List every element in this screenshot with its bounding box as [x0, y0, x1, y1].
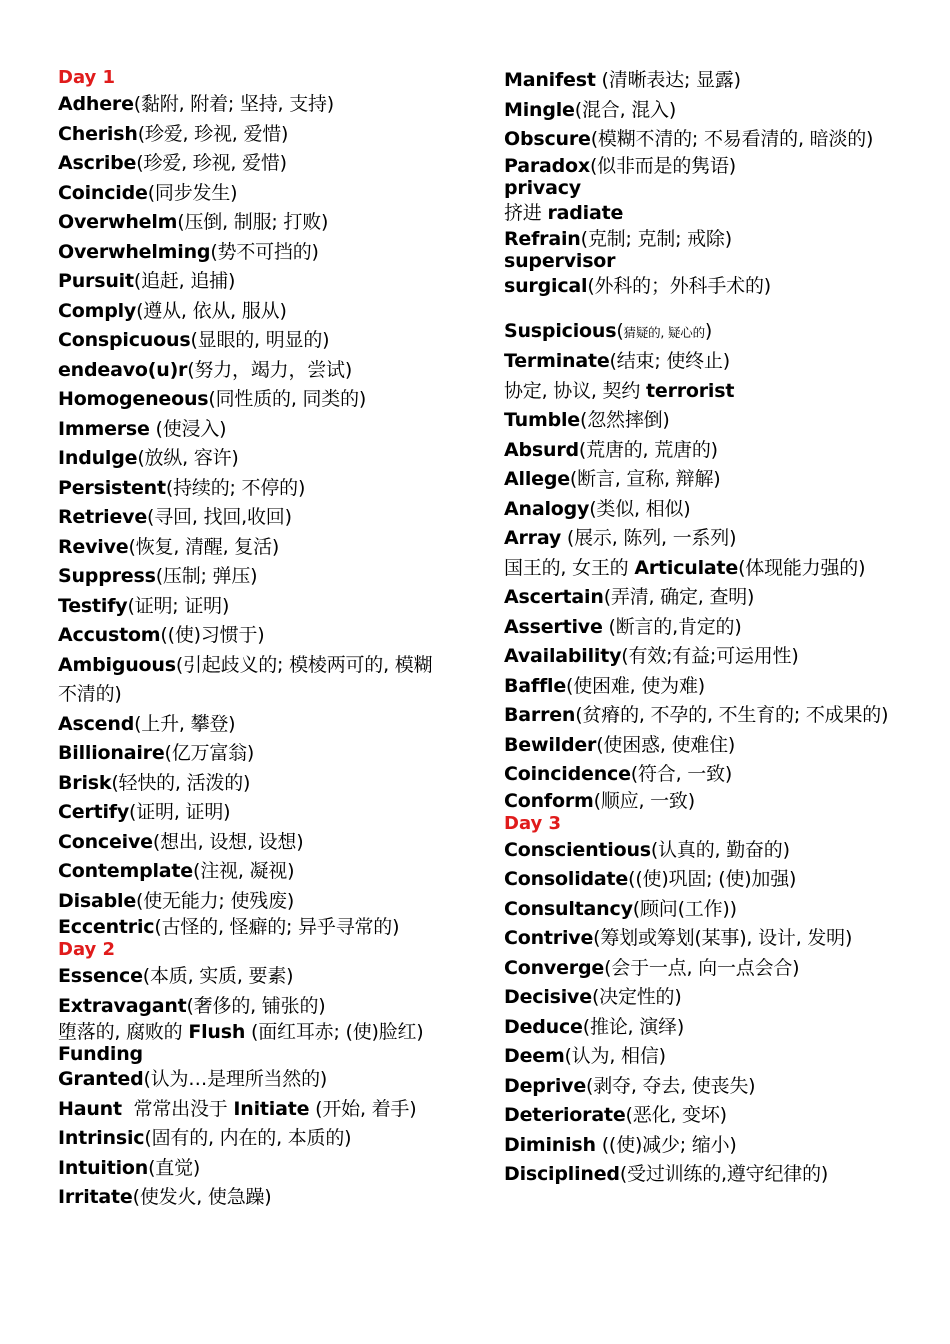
vocab-definition: (筹划或筹划(某事), 设计, 发明) — [593, 927, 853, 949]
vocab-definition: (似非而是的隽语) — [589, 154, 736, 177]
vocab-entry-comply — [58, 297, 443, 327]
vocab-definition: (轻快的, 活泼的) — [111, 771, 251, 794]
vocab-entry-surgical — [504, 272, 904, 302]
preceding-definition: 协定, 协议, 契约 — [504, 379, 646, 402]
vocab-definition-end: ) — [704, 319, 713, 342]
vocab-definition: (注视, 凝视) — [193, 860, 295, 882]
vocab-entry-certify — [58, 798, 443, 828]
preceding-definition: 挤进 — [504, 201, 548, 224]
vocab-word: supervisor — [504, 250, 616, 272]
vocab-word: Ambiguous — [58, 653, 176, 676]
vocab-entry-supervisor — [504, 250, 904, 272]
vocab-definition: (使困惑, 使难住) — [596, 733, 736, 756]
vocab-entry-coincide — [58, 179, 443, 209]
vocab-word: Diminish — [504, 1133, 596, 1156]
vocab-word: Consultancy — [504, 897, 633, 920]
vocab-word: Assertive — [504, 615, 603, 638]
vocab-definition: (推论, 演绎) — [582, 1015, 685, 1038]
vocab-entry-persistent — [58, 474, 443, 504]
vocab-word: Certify — [58, 801, 130, 823]
vocab-word: Conceive — [58, 830, 153, 853]
vocab-definition: (断言, 宣称, 辩解) — [569, 468, 721, 490]
vocab-entry-deprive — [504, 1072, 904, 1102]
vocab-entry-contrive — [504, 924, 904, 954]
vocab-word: privacy — [504, 176, 581, 199]
vocab-word: Intrinsic — [58, 1127, 145, 1149]
vocab-entry-intuition — [58, 1154, 443, 1184]
vocab-definition: ((使)巩固; (使)加强) — [628, 868, 797, 890]
vocab-entry-ascertain — [504, 583, 904, 613]
vocab-definition: (展示, 陈列, 一系列) — [561, 527, 737, 549]
left-column — [58, 66, 443, 1213]
vocab-word: Terminate — [504, 350, 610, 372]
vocab-entry-conform — [504, 790, 904, 812]
vocab-entry-testify — [58, 592, 443, 622]
vocab-word: Bewilder — [504, 733, 597, 756]
vocab-word: Contrive — [504, 927, 594, 949]
vocab-entry-brisk — [58, 769, 443, 799]
vocab-definition: (使困难, 使为难) — [566, 674, 705, 697]
vocab-word: Ascertain — [504, 586, 604, 608]
vocab-definition: 常常出没于 — [121, 1097, 234, 1120]
vocab-definition: (奢侈的, 铺张的) — [186, 994, 326, 1017]
vocab-entry-analogy — [504, 495, 904, 525]
vocab-entry-deduce — [504, 1013, 904, 1043]
vocab-entry-disable — [58, 887, 443, 917]
vocab-word: Manifest — [504, 69, 596, 91]
vocab-entry-mingle — [504, 96, 904, 126]
vocab-word: Granted — [58, 1068, 144, 1090]
vocab-entry-terminate — [504, 347, 904, 377]
vocab-definition: (结束; 使终止) — [609, 350, 730, 372]
vocab-definition: (有效;有益;可运用性) — [621, 645, 799, 667]
vocab-entry-indulge — [58, 444, 443, 474]
vocab-definition: (固有的, 内在的, 本质的) — [144, 1127, 352, 1149]
vocab-definition: (证明; 证明) — [127, 594, 230, 617]
vocab-definition: (持续的; 不停的) — [165, 476, 306, 499]
vocab-entry-decisive — [504, 983, 904, 1013]
vocab-entry-revive — [58, 533, 443, 563]
vocab-word: Revive — [58, 535, 129, 558]
vocab-word: Cherish — [58, 122, 138, 145]
vocab-word: Articulate — [634, 556, 739, 579]
vocab-entry-cherish — [58, 120, 443, 150]
vocab-entry-absurd — [504, 436, 904, 466]
vocab-word: Ascribe — [58, 152, 137, 174]
vocab-definition: (珍爱, 珍视, 爱惜) — [137, 122, 289, 145]
vocab-definition: (引起歧义的; 模棱两可的, 模糊不清的) — [58, 653, 433, 705]
vocab-definition: ( — [616, 319, 624, 342]
vocab-definition: (使无能力; 使残废) — [136, 889, 295, 912]
vocab-word: Coincide — [58, 181, 148, 204]
vocab-word: Deem — [504, 1045, 565, 1067]
vocab-definition: (使浸入) — [149, 417, 227, 440]
day-heading: Day 3 — [504, 812, 562, 834]
vocab-entry-array — [504, 524, 904, 554]
vocab-word: Coincidence — [504, 763, 631, 785]
vocab-definition: (贫瘠的, 不孕的, 不生育的; 不成果的) — [575, 704, 889, 726]
vocab-word: Contemplate — [58, 860, 193, 882]
vocab-word: Disciplined — [504, 1163, 620, 1185]
vocab-definition: (清晰表达; 显露) — [595, 69, 741, 91]
vocab-definition: (符合, 一致) — [630, 763, 733, 785]
vocab-definition: (恶化, 变坏) — [625, 1104, 727, 1126]
vocab-definition: (珍爱, 珍视, 爱惜) — [136, 152, 287, 174]
vocab-word: Array — [504, 527, 562, 549]
vocab-word: Immerse — [58, 417, 150, 440]
vocab-definition: (使发火, 使急躁) — [132, 1186, 272, 1208]
vocab-word: Pursuit — [58, 270, 134, 292]
vocab-entry-conceive — [58, 828, 443, 858]
vocab-entry-irritate — [58, 1183, 443, 1213]
vocab-entry-paradox — [504, 155, 904, 177]
vocab-entry-consolidate — [504, 865, 904, 895]
vocab-entry-overwhelming — [58, 238, 443, 268]
vocab-definition: (努力，竭力，尝试) — [187, 358, 353, 381]
vocab-definition: ((使)减少; 缩小) — [595, 1133, 737, 1156]
day-heading: Day 1 — [58, 67, 116, 88]
vocab-entry-contemplate — [58, 857, 443, 887]
vocab-definition: (同性质的, 同类的) — [208, 388, 367, 410]
vocab-definition: (压倒, 制服; 打败) — [177, 211, 329, 233]
vocab-word: Persistent — [58, 476, 166, 499]
vocab-word: Conspicuous — [58, 329, 191, 351]
preceding-definition: 国王的, 女王的 — [504, 556, 635, 579]
vocab-entry-converge — [504, 954, 904, 984]
vocab-word: Refrain — [504, 228, 581, 250]
vocab-definition: (寻回, 找回,收回) — [147, 506, 292, 528]
vocab-entry-coincidence — [504, 760, 904, 790]
vocab-entry-privacy — [504, 177, 904, 199]
vocab-definition: (古怪的, 怪癖的; 异乎寻常的) — [154, 916, 400, 938]
vocab-word: Homogeneous — [58, 388, 209, 410]
vocab-word: Overwhelming — [58, 240, 211, 263]
vocab-word: Testify — [58, 594, 128, 617]
vocab-entry-ambiguous — [58, 651, 443, 710]
vocab-word: Adhere — [58, 93, 134, 115]
right-column — [504, 66, 904, 1190]
vocab-definition: (外科的；外科手术的) — [587, 275, 771, 297]
vocab-entry-pursuit — [58, 267, 443, 297]
spacer — [504, 302, 904, 317]
vocab-entry-retrieve — [58, 503, 443, 533]
vocab-word: Flush — [188, 1021, 246, 1043]
vocab-definition: (想出, 设想, 设想) — [152, 830, 304, 853]
vocab-word: Irritate — [58, 1186, 133, 1208]
vocab-definition: (认真的, 勤奋的) — [650, 838, 790, 861]
vocab-definition: (顺应, 一致) — [593, 789, 695, 812]
vocab-definition: (受过训练的,遵守纪律的) — [619, 1163, 829, 1185]
vocab-definition: (顾问(工作)) — [632, 897, 737, 920]
vocab-word: Suspicious — [504, 319, 617, 342]
vocab-entry-obscure — [504, 125, 904, 155]
vocab-word: Consolidate — [504, 868, 629, 890]
vocab-entry-flush — [58, 1021, 443, 1043]
vocab-definition: ((使)习惯于) — [160, 624, 265, 646]
vocab-entry-refrain — [504, 228, 904, 250]
vocab-entry-haunt — [58, 1095, 443, 1125]
vocab-definition: (恢复, 清醒, 复活) — [128, 535, 280, 558]
vocab-word: Deprive — [504, 1074, 587, 1097]
vocab-word: Retrieve — [58, 506, 148, 528]
vocab-entry-eccentric — [58, 916, 443, 938]
vocab-word: Haunt — [58, 1097, 122, 1120]
vocab-word: Decisive — [504, 986, 592, 1008]
vocab-definition: (黏附, 附着; 坚持, 支持) — [133, 93, 335, 115]
vocab-entry-conspicuous — [58, 326, 443, 356]
vocab-entry-radiate — [504, 199, 904, 229]
vocab-definition: (同步发生) — [147, 181, 238, 204]
vocab-definition: (克制; 克制; 戒除) — [580, 228, 732, 250]
vocab-entry-tumble — [504, 406, 904, 436]
vocab-definition: (认为…是理所当然的) — [143, 1068, 328, 1090]
vocab-definition: (荒唐的, 荒唐的) — [578, 438, 718, 461]
vocab-word: Paradox — [504, 154, 590, 177]
vocab-entry-homogeneous — [58, 385, 443, 415]
vocab-word: Eccentric — [58, 916, 155, 938]
vocab-entry-adhere — [58, 90, 443, 120]
vocab-word: Extravagant — [58, 994, 187, 1017]
vocab-entry-diminish — [504, 1131, 904, 1161]
vocab-entry-terrorist — [504, 377, 904, 407]
vocab-entry-immerse — [58, 415, 443, 445]
vocab-definition: (体现能力强的) — [738, 556, 866, 579]
vocab-word: Initiate — [233, 1097, 310, 1120]
vocab-word: Conscientious — [504, 838, 651, 861]
vocab-entry-baffle — [504, 672, 904, 702]
vocab-entry-granted — [58, 1065, 443, 1095]
vocab-word: Baffle — [504, 674, 567, 697]
vocab-entry-disciplined — [504, 1160, 904, 1190]
vocab-definition: (类似, 相似) — [589, 497, 691, 520]
vocab-entry-ascend — [58, 710, 443, 740]
vocab-entry-consultancy — [504, 895, 904, 925]
vocab-word: Suppress — [58, 565, 156, 587]
vocab-word: Absurd — [504, 438, 579, 461]
vocab-word: Accustom — [58, 624, 161, 646]
vocab-entry-availability — [504, 642, 904, 672]
vocab-entry-overwhelm — [58, 208, 443, 238]
vocab-definition: (模糊不清的; 不易看清的, 暗淡的) — [590, 128, 874, 150]
vocab-entry-allege — [504, 465, 904, 495]
vocab-word: Mingle — [504, 98, 575, 121]
vocab-entry-suppress — [58, 562, 443, 592]
vocab-definition: (断言的,肯定的) — [602, 615, 742, 638]
vocab-definition: (本质, 实质, 要素) — [142, 965, 294, 987]
vocab-word: Deduce — [504, 1015, 583, 1038]
vocab-word: Deteriorate — [504, 1104, 626, 1126]
vocab-entry-conscientious — [504, 836, 904, 866]
vocab-word: Tumble — [504, 409, 580, 431]
vocab-word: Converge — [504, 956, 605, 979]
vocab-entry-assertive — [504, 613, 904, 643]
vocab-definition: (追赶, 追捕) — [133, 270, 236, 292]
vocab-definition: (压制; 弹压) — [155, 565, 258, 587]
vocab-word: Ascend — [58, 712, 135, 735]
vocab-entry-suspicious — [504, 317, 904, 348]
vocab-entry-articulate — [504, 554, 904, 584]
vocab-entry-funding — [58, 1043, 443, 1065]
vocab-word: Essence — [58, 965, 143, 987]
vocab-word: Brisk — [58, 771, 112, 794]
vocab-definition: (剥夺, 夺去, 使丧失) — [586, 1074, 756, 1097]
vocab-entry-accustom — [58, 621, 443, 651]
vocab-entry-manifest — [504, 66, 904, 96]
vocab-word: Indulge — [58, 447, 138, 469]
vocab-definition: (决定性的) — [591, 986, 682, 1008]
vocab-definition: (开始, 着手) — [309, 1097, 417, 1120]
vocab-word: Comply — [58, 299, 137, 322]
vocab-entry-endeavo-u-r — [58, 356, 443, 386]
vocab-definition: (忽然摔倒) — [580, 409, 670, 431]
vocab-definition: (遵从, 依从, 服从) — [136, 299, 287, 322]
vocab-entry-ascribe — [58, 149, 443, 179]
vocab-entry-bewilder — [504, 731, 904, 761]
vocab-word: Conform — [504, 789, 594, 812]
vocab-word: radiate — [547, 201, 624, 224]
vocab-entry-deem — [504, 1042, 904, 1072]
vocab-word: Overwhelm — [58, 211, 178, 233]
preceding-definition: 堕落的, 腐败的 — [58, 1021, 189, 1043]
vocab-definition: (混合, 混入) — [574, 98, 677, 121]
vocab-definition: (放纵, 容许) — [137, 447, 239, 469]
vocab-definition: (势不可挡的) — [210, 240, 319, 263]
vocab-word: terrorist — [646, 379, 735, 402]
vocab-word: Analogy — [504, 497, 590, 520]
vocab-definition: (证明, 证明) — [129, 801, 231, 823]
vocab-entry-deteriorate — [504, 1101, 904, 1131]
vocab-definition: (直觉) — [148, 1156, 201, 1179]
vocab-word: Disable — [58, 889, 137, 912]
vocab-entry-billionaire — [58, 739, 443, 769]
vocab-definition: (亿万富翁) — [164, 742, 255, 764]
vocab-definition-small: 猜疑的, 疑心的 — [623, 324, 705, 340]
vocab-word: Funding — [58, 1043, 143, 1065]
vocab-word: Availability — [504, 645, 622, 667]
day-heading: Day 2 — [58, 939, 116, 960]
vocab-definition: (认为, 相信) — [564, 1045, 666, 1067]
vocab-word: Obscure — [504, 128, 591, 150]
vocab-definition: (弄清, 确定, 查明) — [603, 586, 755, 608]
vocab-word: Barren — [504, 704, 576, 726]
vocab-definition: (显眼的, 明显的) — [190, 329, 330, 351]
vocab-word: Intuition — [58, 1156, 149, 1179]
vocab-entry-essence — [58, 962, 443, 992]
vocab-word: Billionaire — [58, 742, 165, 764]
vocab-word: endeavo(u)r — [58, 358, 188, 381]
vocab-entry-extravagant — [58, 992, 443, 1022]
vocab-entry-barren — [504, 701, 904, 731]
vocab-definition: (上升, 攀登) — [134, 712, 236, 735]
vocab-word: Allege — [504, 468, 570, 490]
vocab-word: surgical — [504, 275, 588, 297]
vocab-entry-intrinsic — [58, 1124, 443, 1154]
vocab-definition: (会于一点, 向一点会合) — [604, 956, 800, 979]
vocab-definition: (面红耳赤; (使)脸红) — [245, 1021, 424, 1043]
